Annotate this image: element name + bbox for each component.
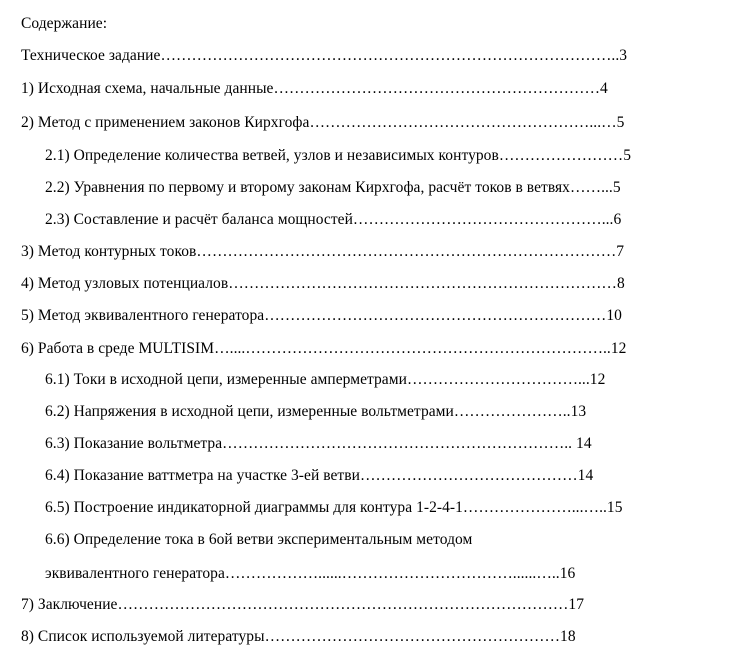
toc-entry-6-6: 6.6) Определение тока в 6ой ветви экспериментальным методом [45, 531, 473, 548]
toc-entry-6-6-continued: эквивалентного генератора………………......……………………………......…..16 [45, 565, 576, 582]
toc-entry-2-2: 2.2) Уравнения по первому и второму законам Кирхгофа, расчёт токов в ветвях……...5 [45, 179, 621, 196]
toc-entry-1: 1) Исходная схема, начальные данные………………………………………………………4 [21, 80, 608, 97]
toc-entry-6-3: 6.3) Показание вольтметра………………………………………………………….. 14 [45, 435, 592, 452]
toc-entry-technical-task: Техническое задание……………………………………………………………………………..3 [21, 47, 628, 64]
toc-entry-7: 7) Заключение……………………………………………………………………………17 [21, 596, 585, 613]
toc-entry-6-5: 6.5) Построение индикаторной диаграммы для контура 1-2-4-1…………………...…..15 [45, 499, 623, 516]
toc-entry-2-1: 2.1) Определение количества ветвей, узлов и независимых контуров……………………5 [45, 147, 632, 164]
toc-entry-6-1: 6.1) Токи в исходной цепи, измеренные амперметрами……………………………...12 [45, 371, 606, 388]
toc-entry-5: 5) Метод эквивалентного генератора…………………………………………………………10 [21, 307, 622, 324]
toc-entry-6-2: 6.2) Напряжения в исходной цепи, измеренные вольтметрами…………………..13 [45, 403, 587, 420]
toc-title: Содержание: [21, 15, 108, 32]
toc-entry-3: 3) Метод контурных токов………………………………………………………………………7 [21, 243, 625, 260]
toc-entry-4: 4) Метод узловых потенциалов…………………………………………………………………8 [21, 275, 625, 292]
toc-entry-2-3: 2.3) Составление и расчёт баланса мощностей…………………………………………...6 [45, 211, 622, 228]
toc-entry-6: 6) Работа в среде MULTISIM…....……………………………………………………………..12 [21, 340, 627, 357]
toc-entry-6-4: 6.4) Показание ваттметра на участке 3-ей ветви……………………………………14 [45, 467, 594, 484]
toc-entry-8: 8) Список используемой литературы…………………………………………………18 [21, 628, 576, 645]
toc-entry-2: 2) Метод с применением законов Кирхгофа………………………………………………...…5 [21, 114, 625, 131]
